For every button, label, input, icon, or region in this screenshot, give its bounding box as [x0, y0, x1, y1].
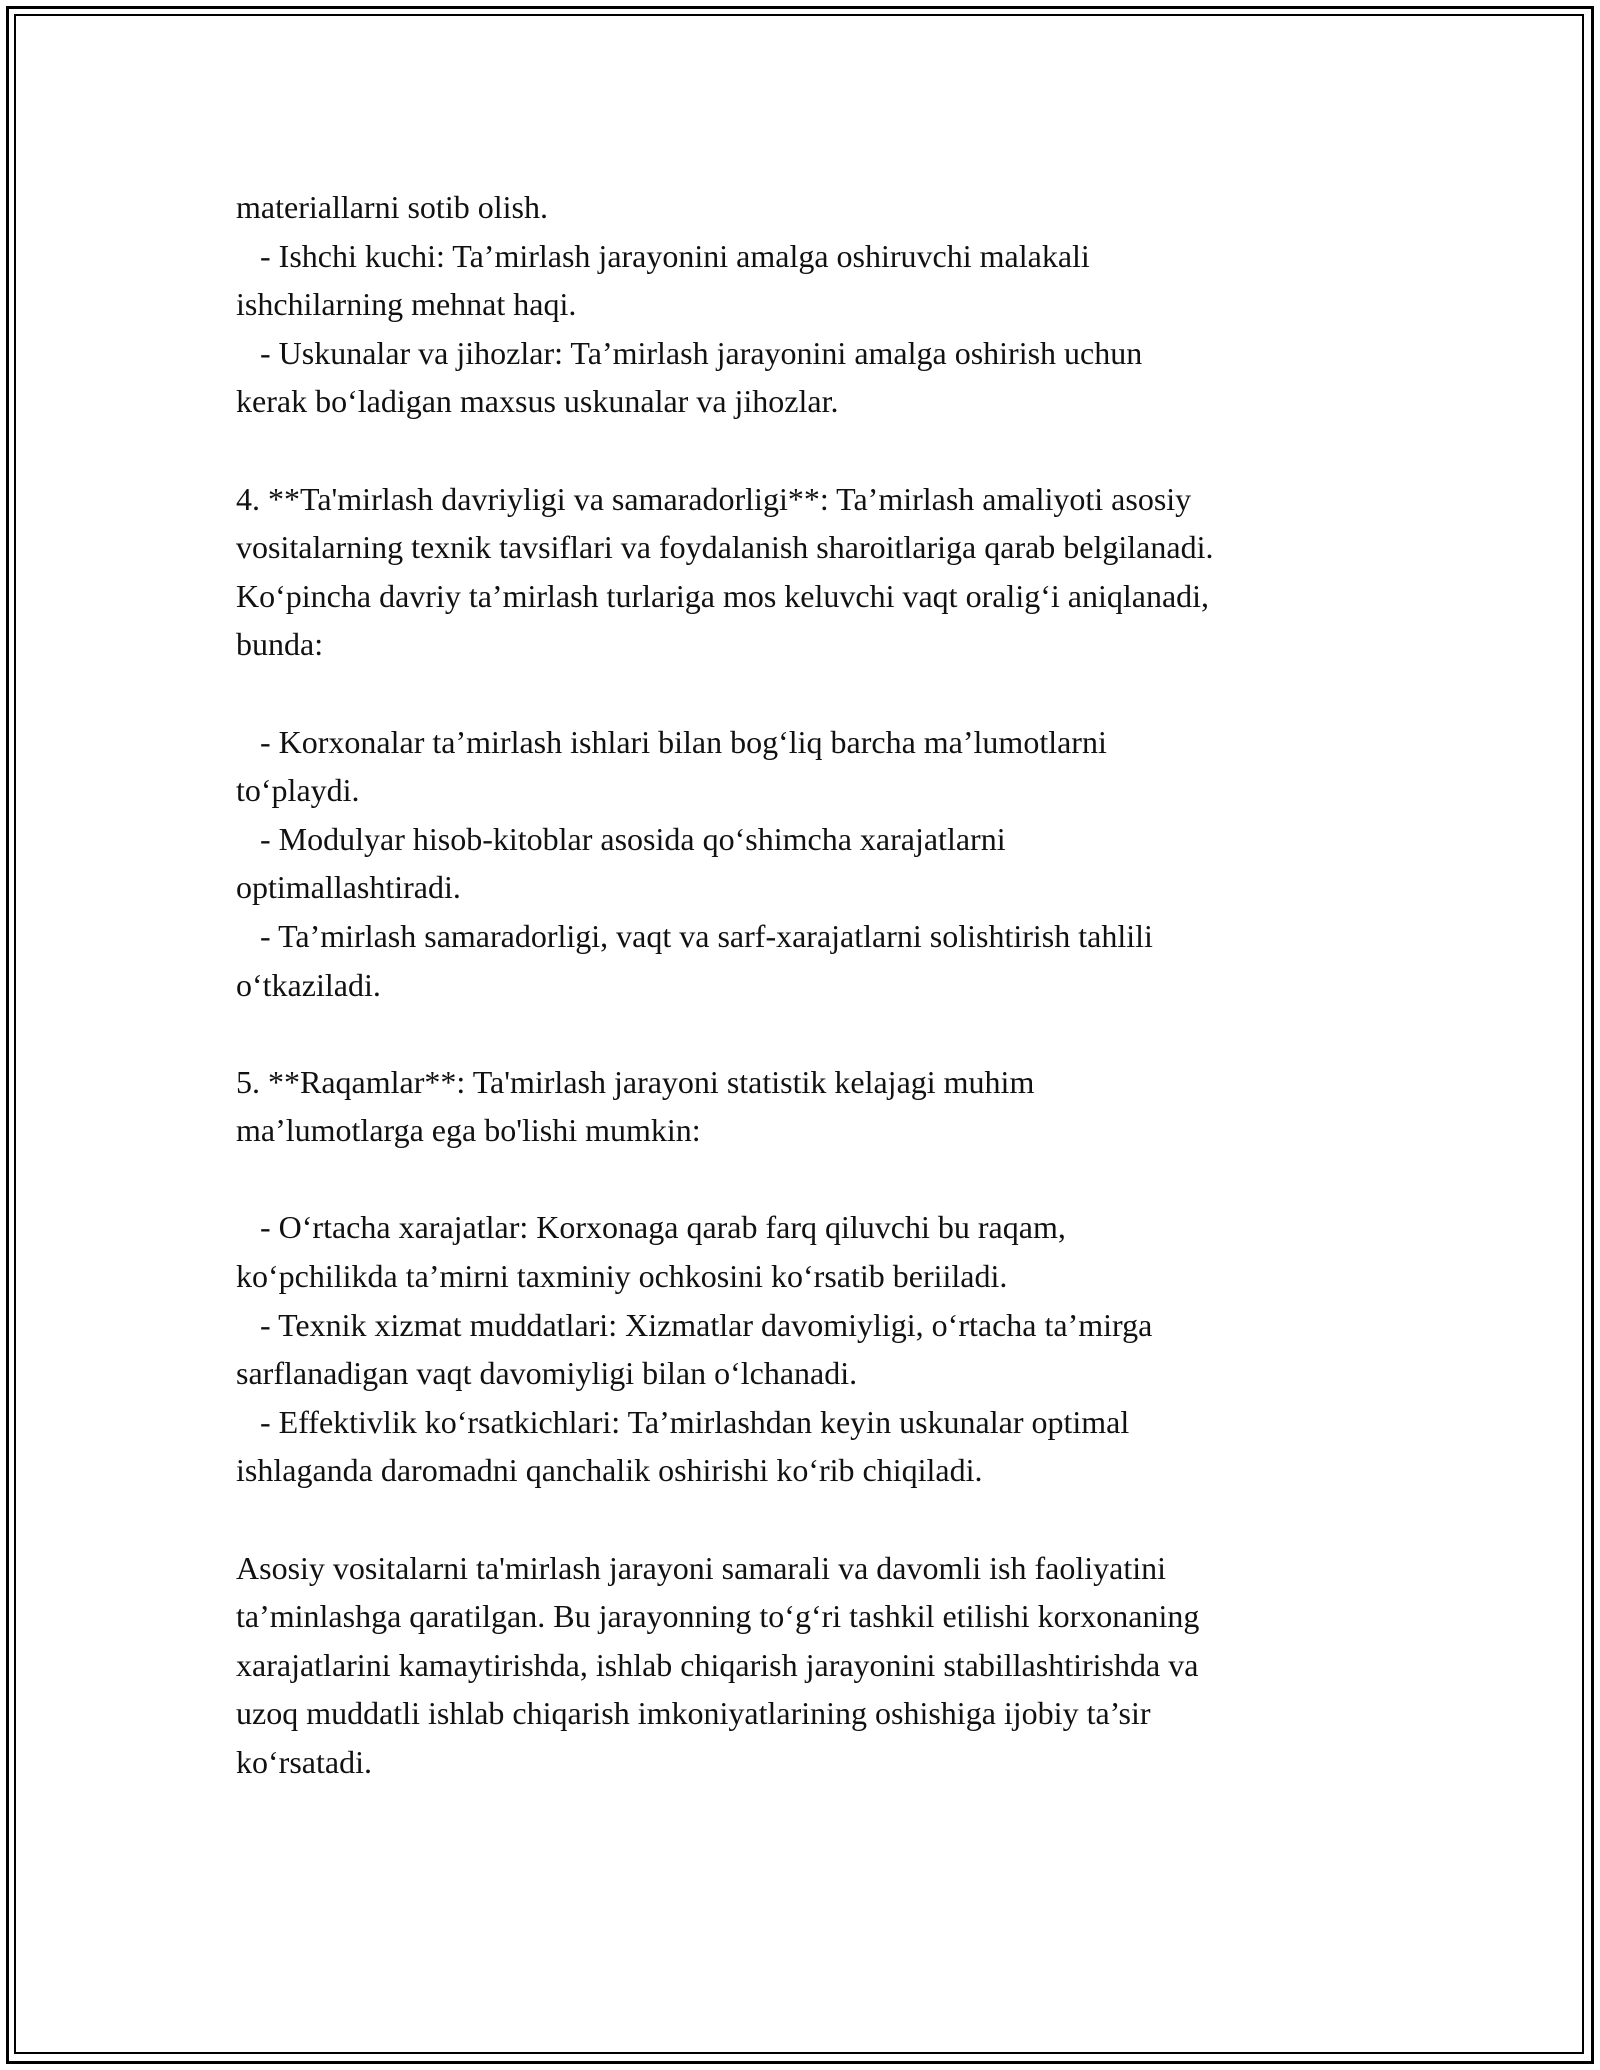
text-line: - Korxonalar ta’mirlash ishlari bilan bog‘liq barcha ma’lumotlarni: [236, 723, 1107, 760]
text-line: - Modulyar hisob-kitoblar asosida qo‘shimcha xarajatlarni: [236, 820, 1006, 857]
text-line: o‘tkaziladi.: [236, 966, 381, 1003]
paragraph-gap: [236, 426, 1406, 475]
text-line: - Ishchi kuchi: Ta’mirlash jarayonini amalga oshiruvchi malakali: [236, 237, 1090, 274]
text-line: optimallashtiradi.: [236, 869, 461, 906]
text-line: Ko‘pincha davriy ta’mirlash turlariga mos keluvchi vaqt oralig‘i aniqlanadi,: [236, 577, 1210, 614]
text-line: ma’lumotlarga ega bo'lishi mumkin:: [236, 1112, 701, 1149]
text-line: - O‘rtacha xarajatlar: Korxonaga qarab farq qiluvchi bu raqam,: [236, 1209, 1066, 1246]
text-line: materiallarni sotib olish.: [236, 189, 548, 225]
text-line: - Effektivlik ko‘rsatkichlari: Ta’mirlashdan keyin uskunalar optimal: [236, 1403, 1130, 1440]
text-line: ta’minlashga qaratilgan. Bu jarayonning to‘g‘ri tashkil etilishi korxonaning: [236, 1598, 1200, 1635]
text-line: ishlaganda daromadni qanchalik oshirishi ko‘rib chiqiladi.: [236, 1452, 983, 1489]
paragraph-gap: [236, 669, 1406, 718]
text-line: - Ta’mirlash samaradorligi, vaqt va sarf-xarajatlarni solishtirish tahlili: [236, 917, 1153, 954]
text-line: - Texnik xizmat muddatlari: Xizmatlar davomiyligi, o‘rtacha ta’mirga: [236, 1306, 1153, 1343]
text-line: uzoq muddatli ishlab chiqarish imkoniyatlarining oshishiga ijobiy ta’sir: [236, 1695, 1151, 1732]
text-line: Asosiy vositalarni ta'mirlash jarayoni samarali va davomli ish faoliyatini: [236, 1549, 1166, 1586]
document-body: [236, 183, 1406, 1787]
text-line: bunda:: [236, 626, 324, 663]
text-line: 5. **Raqamlar**: Ta'mirlash jarayoni statistik kelajagi muhim: [236, 1063, 1035, 1100]
text-line: sarflanadigan vaqt davomiyligi bilan o‘lchanadi.: [236, 1355, 858, 1392]
text-line: to‘playdi.: [236, 772, 360, 809]
text-line: - Uskunalar va jihozlar: Ta’mirlash jarayonini amalga oshirish uchun: [236, 334, 1143, 371]
text-line: ishchilarning mehnat haqi.: [236, 286, 577, 323]
text-line: ko‘rsatadi.: [236, 1744, 372, 1780]
paragraph-gap: [236, 1009, 1406, 1058]
text-line: xarajatlarini kamaytirishda, ishlab chiqarish jarayonini stabillashtirishda va: [236, 1646, 1199, 1683]
text-line: 4. **Ta'mirlash davriyligi va samaradorligi**: Ta’mirlash amaliyoti asosiy: [236, 480, 1192, 517]
text-line: ko‘pchilikda ta’mirni taxminiy ochkosini ko‘rsatib beriiladi.: [236, 1258, 1008, 1295]
paragraph-gap: [236, 1155, 1406, 1204]
text-line: kerak bo‘ladigan maxsus uskunalar va jihozlar.: [236, 383, 839, 420]
paragraph-gap: [236, 1495, 1406, 1544]
text-line: vositalarning texnik tavsiflari va foydalanish sharoitlariga qarab belgilanadi.: [236, 529, 1214, 566]
